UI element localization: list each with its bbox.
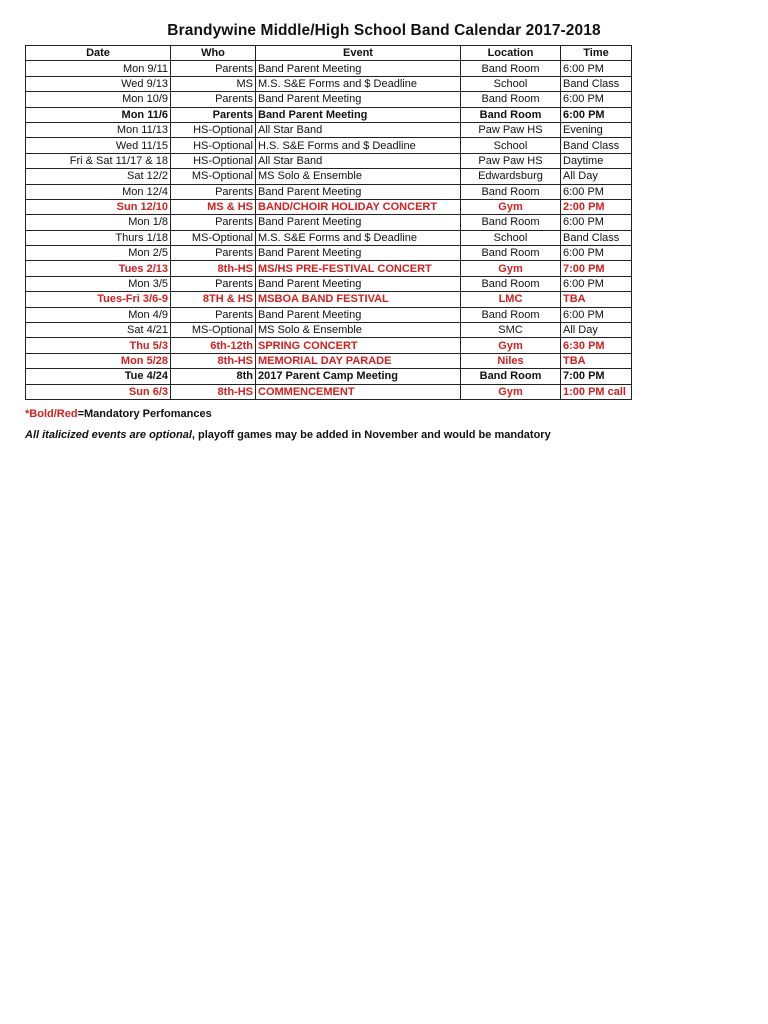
table-row [26, 215, 632, 230]
cell-date: Mon 2/5 [26, 246, 171, 261]
cell-time: 6:00 PM [561, 276, 632, 291]
cell-event: All Star Band [256, 122, 461, 137]
table-row [26, 138, 632, 153]
cell-location: Paw Paw HS [461, 153, 561, 168]
table-row [26, 369, 632, 384]
cell-time: 6:00 PM [561, 307, 632, 322]
cell-location: Band Room [461, 276, 561, 291]
cell-date: Mon 12/4 [26, 184, 171, 199]
cell-event: All Star Band [256, 153, 461, 168]
cell-event: SPRING CONCERT [256, 338, 461, 353]
cell-date: Mon 11/6 [26, 107, 171, 122]
table-row [26, 307, 632, 322]
cell-date: Tue 4/24 [26, 369, 171, 384]
cell-who: Parents [171, 107, 256, 122]
cell-date: Mon 11/13 [26, 122, 171, 137]
cell-location: Band Room [461, 307, 561, 322]
cell-location: Band Room [461, 215, 561, 230]
cell-who: Parents [171, 307, 256, 322]
cell-date: Mon 3/5 [26, 276, 171, 291]
table-header-row [26, 46, 632, 61]
cell-who: Parents [171, 276, 256, 291]
cell-who: MS-Optional [171, 323, 256, 338]
cell-event: Band Parent Meeting [256, 184, 461, 199]
cell-who: HS-Optional [171, 122, 256, 137]
cell-who: Parents [171, 246, 256, 261]
cell-event: M.S. S&E Forms and $ Deadline [256, 76, 461, 91]
cell-date: Mon 10/9 [26, 92, 171, 107]
table-row [26, 92, 632, 107]
cell-event: MEMORIAL DAY PARADE [256, 353, 461, 368]
cell-time: 2:00 PM [561, 199, 632, 214]
header-date: Date [26, 46, 171, 61]
cell-time: Daytime [561, 153, 632, 168]
table-row [26, 76, 632, 91]
table-row [26, 276, 632, 291]
cell-event: Band Parent Meeting [256, 276, 461, 291]
cell-date: Sun 12/10 [26, 199, 171, 214]
cell-date: Wed 11/15 [26, 138, 171, 153]
table-row [26, 122, 632, 137]
table-row [26, 199, 632, 214]
cell-location: Gym [461, 261, 561, 276]
table-row [26, 261, 632, 276]
cell-event: H.S. S&E Forms and $ Deadline [256, 138, 461, 153]
optional-italic-text: All italicized events are optional [25, 429, 192, 441]
cell-date: Wed 9/13 [26, 76, 171, 91]
table-body [26, 61, 632, 400]
cell-date: Mon 1/8 [26, 215, 171, 230]
cell-time: 6:00 PM [561, 215, 632, 230]
cell-location: Band Room [461, 61, 561, 76]
cell-date: Sat 4/21 [26, 323, 171, 338]
mandatory-legend [25, 408, 212, 420]
calendar-title: Brandywine Middle/High School Band Calendar 2017-2018 [167, 22, 601, 39]
cell-location: School [461, 76, 561, 91]
cell-who: 8th-HS [171, 261, 256, 276]
cell-time: 7:00 PM [561, 261, 632, 276]
cell-location: SMC [461, 323, 561, 338]
cell-location: Band Room [461, 246, 561, 261]
cell-event: MS Solo & Ensemble [256, 323, 461, 338]
table-row [26, 323, 632, 338]
cell-date: Mon 5/28 [26, 353, 171, 368]
cell-date: Tues-Fri 3/6-9 [26, 292, 171, 307]
cell-who: MS-Optional [171, 230, 256, 245]
table-row [26, 184, 632, 199]
table-row [26, 230, 632, 245]
cell-event: Band Parent Meeting [256, 215, 461, 230]
optional-rest-text: , playoff games may be added in November and would be mandatory [191, 429, 551, 441]
cell-who: 6th-12th [171, 338, 256, 353]
cell-location: Band Room [461, 369, 561, 384]
cell-location: Band Room [461, 92, 561, 107]
cell-time: 1:00 PM call [561, 384, 632, 399]
header-event: Event [256, 46, 461, 61]
cell-event: Band Parent Meeting [256, 107, 461, 122]
cell-who: 8th [171, 369, 256, 384]
cell-event: MS/HS PRE-FESTIVAL CONCERT [256, 261, 461, 276]
header-location: Location [461, 46, 561, 61]
cell-location: LMC [461, 292, 561, 307]
table-row [26, 246, 632, 261]
cell-event: Band Parent Meeting [256, 61, 461, 76]
cell-who: Parents [171, 184, 256, 199]
cell-event: BAND/CHOIR HOLIDAY CONCERT [256, 199, 461, 214]
cell-date: Sat 12/2 [26, 169, 171, 184]
cell-event: Band Parent Meeting [256, 92, 461, 107]
cell-event: MSBOA BAND FESTIVAL [256, 292, 461, 307]
cell-time: 6:00 PM [561, 184, 632, 199]
cell-location: Band Room [461, 107, 561, 122]
cell-time: Evening [561, 122, 632, 137]
table-row [26, 384, 632, 399]
table-row [26, 153, 632, 168]
table-row [26, 353, 632, 368]
cell-time: Band Class [561, 138, 632, 153]
cell-who: Parents [171, 61, 256, 76]
cell-time: 6:00 PM [561, 107, 632, 122]
cell-who: 8TH & HS [171, 292, 256, 307]
cell-location: School [461, 230, 561, 245]
table-row [26, 292, 632, 307]
cell-who: 8th-HS [171, 353, 256, 368]
cell-date: Thu 5/3 [26, 338, 171, 353]
cell-date: Sun 6/3 [26, 384, 171, 399]
cell-time: 6:00 PM [561, 92, 632, 107]
band-calendar-table [25, 45, 632, 400]
cell-event: COMMENCEMENT [256, 384, 461, 399]
header-who: Who [171, 46, 256, 61]
cell-location: Edwardsburg [461, 169, 561, 184]
cell-who: MS [171, 76, 256, 91]
cell-time: All Day [561, 323, 632, 338]
cell-time: 6:00 PM [561, 246, 632, 261]
cell-date: Mon 9/11 [26, 61, 171, 76]
cell-event: M.S. S&E Forms and $ Deadline [256, 230, 461, 245]
cell-location: Paw Paw HS [461, 122, 561, 137]
cell-date: Tues 2/13 [26, 261, 171, 276]
cell-time: 6:00 PM [561, 61, 632, 76]
cell-who: HS-Optional [171, 138, 256, 153]
cell-who: Parents [171, 92, 256, 107]
legend-red-label: *Bold/Red [25, 408, 78, 420]
cell-date: Thurs 1/18 [26, 230, 171, 245]
cell-date: Mon 4/9 [26, 307, 171, 322]
cell-time: TBA [561, 353, 632, 368]
table-row [26, 169, 632, 184]
cell-who: MS-Optional [171, 169, 256, 184]
cell-who: HS-Optional [171, 153, 256, 168]
cell-time: Band Class [561, 230, 632, 245]
cell-time: Band Class [561, 76, 632, 91]
cell-event: 2017 Parent Camp Meeting [256, 369, 461, 384]
header-time: Time [561, 46, 632, 61]
cell-time: TBA [561, 292, 632, 307]
table-row [26, 107, 632, 122]
cell-location: Niles [461, 353, 561, 368]
legend-text: =Mandatory Perfomances [77, 408, 212, 420]
cell-event: Band Parent Meeting [256, 307, 461, 322]
table-row [26, 338, 632, 353]
cell-location: School [461, 138, 561, 153]
cell-date: Fri & Sat 11/17 & 18 [26, 153, 171, 168]
table-row [26, 61, 632, 76]
cell-location: Gym [461, 199, 561, 214]
cell-time: 6:30 PM [561, 338, 632, 353]
cell-event: Band Parent Meeting [256, 246, 461, 261]
cell-location: Gym [461, 338, 561, 353]
cell-who: Parents [171, 215, 256, 230]
cell-location: Band Room [461, 184, 561, 199]
cell-time: All Day [561, 169, 632, 184]
cell-who: MS & HS [171, 199, 256, 214]
cell-event: MS Solo & Ensemble [256, 169, 461, 184]
optional-note [25, 429, 551, 441]
cell-location: Gym [461, 384, 561, 399]
cell-who: 8th-HS [171, 384, 256, 399]
cell-time: 7:00 PM [561, 369, 632, 384]
